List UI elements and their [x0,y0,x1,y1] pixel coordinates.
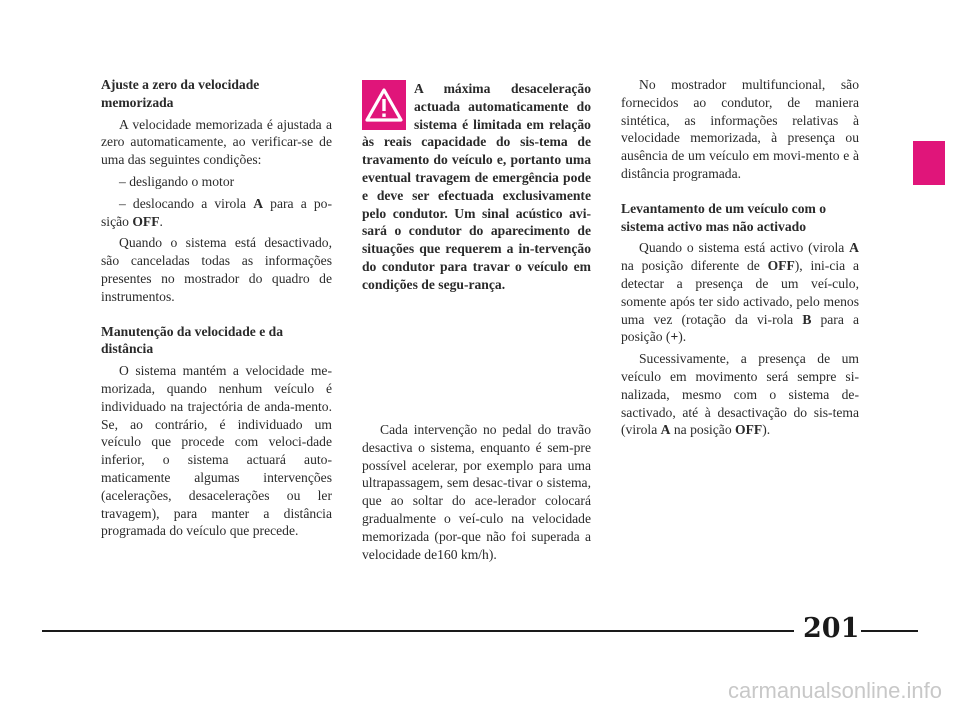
footer-rule-left [42,630,794,632]
column-middle [362,80,591,294]
paragraph-detection: Quando o sistema está activo (virola A na posição diferente de OFF), ini-cia a detectar a presença de um veí-culo, somente após ter sido activado, pelo menos uma vez (rotação da vi-rola B para a posição (+). [621,240,859,345]
warning-block [362,80,591,294]
warning-body: relação às reais capacidade do sis-tema de travamento do veículo e, portanto uma eventual travagem de emergência pode e deve ser efectuada exclusivamente pelo condutor. Um sinal acústico avi-sará o condutor do aparecimento de situações que requerem a in-tervenção do condutor para travar o veículo em condições de segu-rança. [362,116,591,292]
paragraph-display: No mostrador multifuncional, são fornecidos ao condutor, de maniera sintética, as informações relativas à velocidade memorizada, à presença ou ausência de um veículo em movi-mento e à distância programada. [621,77,859,181]
heading-maintain-speed: Manutenção da velocidade e da distância [101,323,284,357]
page-number: 201 [803,613,860,644]
paragraph-reset: A velocidade memorizada é ajustada a zero automaticamente, ao verificar-se de uma das seguintes condições: [101,116,332,168]
warning-triangle-icon [362,80,406,130]
footer-rule-right [861,630,918,632]
section-tab-marker [913,141,945,185]
heading-reset-speed: Ajuste a zero da velocidade memorizada [101,77,260,110]
paragraph-maintain: O sistema mantém a velocidade me-morizada, quando nenhum veículo é individuado na trajectória de anda-mento. Se, ao contrário, é individuado um veículo que procede com veloci-dade inferior, o sistema actuará auto-maticamente algumas intervenções (acelerações, desacelerações ou ler travagem), para manter a distância programada do veículo que precede. [101,363,332,539]
column-middle-bottom [362,421,591,563]
paragraph-signalled: Sucessivamente, a presença de um veículo em movimento será sempre si-nalizada, mesmo com o sistema de-sactivado, até à desactivação do sis-tema (virola A na posição OFF). [621,351,859,438]
list-item-ring-off: – deslocando a virola A para a po-sição OFF. [101,195,332,229]
paragraph-brake-pedal: Cada intervenção no pedal do travão desactiva o sistema, enquanto é sem-pre possível acelerar, por exemplo para uma ultrapassagem, sem desac-tivar o sistema, que ao soltar do ace-lerador colocará gradualmente o veí-culo na velocidade memorizada (por-que não foi superada a velocidade de160 km/h). [362,422,591,562]
paragraph-deactivated: Quando o sistema está desactivado, são canceladas todas as informações presentes no mostrador do quadro de instrumentos. [101,235,332,304]
heading-vehicle-detection: Levantamento de um veículo com o sistema activo mas não activado [621,200,827,234]
watermark: carmanualsonline.info [727,678,942,703]
column-right [621,76,859,439]
column-left [101,76,332,540]
warning-head: A máxima desaceleração actuada automaticamente do sistema é limitada em [414,81,591,132]
list-item-engine-off: – desligando o motor [119,173,235,189]
